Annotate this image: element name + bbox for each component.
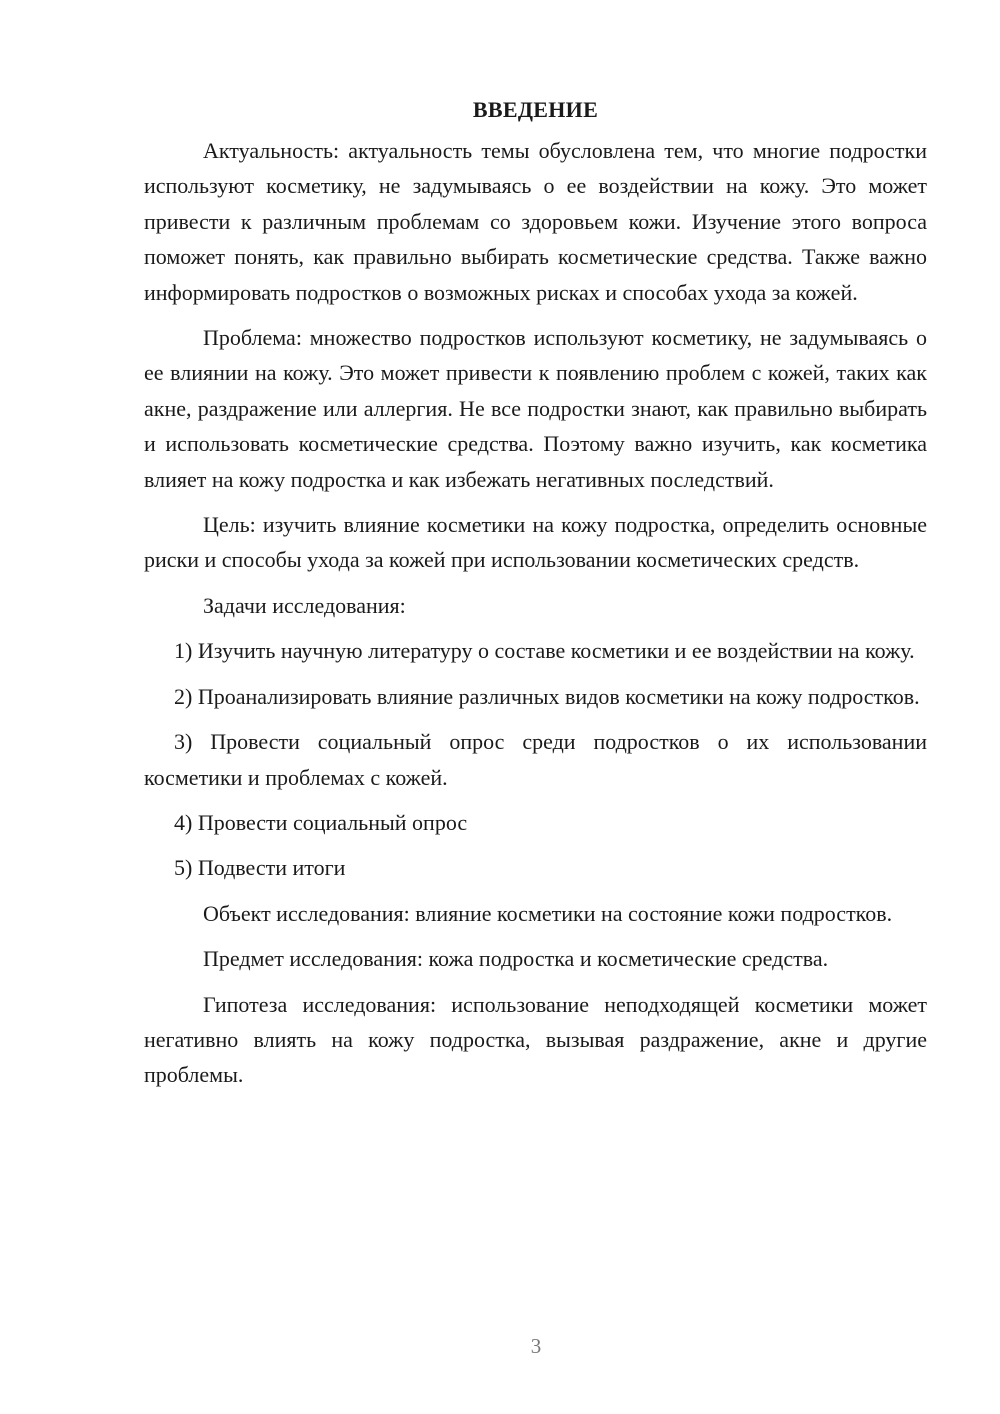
goal-paragraph: Цель: изучить влияние косметики на кожу подростка, определить основные риски и способы ухода за кожей при использовании косметических средств. — [144, 512, 927, 573]
hypothesis-paragraph: Гипотеза исследования: использование неподходящей косметики может негативно влиять на кожу подростка, вызывая раздражение, акне и другие проблемы. — [144, 991, 927, 1088]
page-number: 3 — [530, 1334, 542, 1358]
task-item-1: 1) Изучить научную литературу о составе косметики и ее воздействии на кожу. — [174, 638, 915, 664]
document-page — [144, 92, 927, 1103]
problem-paragraph: Проблема: множество подростков используют косметику, не задумываясь о ее влиянии на кожу. Это может привести к появлению проблем с кожей, таких как акне, раздражение или аллергия. Не все подростки знают, как правильно выбирать и использовать косметические средства. Поэтому важно изучить, как косметика влияет на кожу подростка и как избежать негативных последствий. — [144, 325, 927, 492]
subject-paragraph: Предмет исследования: кожа подростка и косметические средства. — [203, 946, 829, 972]
section-title: ВВЕДЕНИЕ — [472, 97, 599, 122]
relevance-paragraph: Актуальность: актуальность темы обусловлена тем, что многие подростки используют косметику, не задумываясь о ее воздействии на кожу. Это может привести к различным проблемам со здоровьем кожи. Изучение этого вопроса поможет понять, как правильно выбирать косметические средства. Также важно информировать подростков о возможных рисках и способах ухода за кожей. — [144, 138, 927, 305]
tasks-heading: Задачи исследования: — [203, 592, 406, 618]
task-item-5: 5) Подвести итоги — [174, 855, 346, 881]
task-item-4: 4) Провести социальный опрос — [174, 809, 468, 835]
task-item-3: 3) Провести социальный опрос среди подростков о их использовании косметики и проблемах с кожей. — [144, 729, 927, 790]
object-paragraph: Объект исследования: влияние косметики на состояние кожи подростков. — [203, 900, 893, 926]
task-item-2: 2) Проанализировать влияние различных видов косметики на кожу подростков. — [174, 683, 920, 709]
